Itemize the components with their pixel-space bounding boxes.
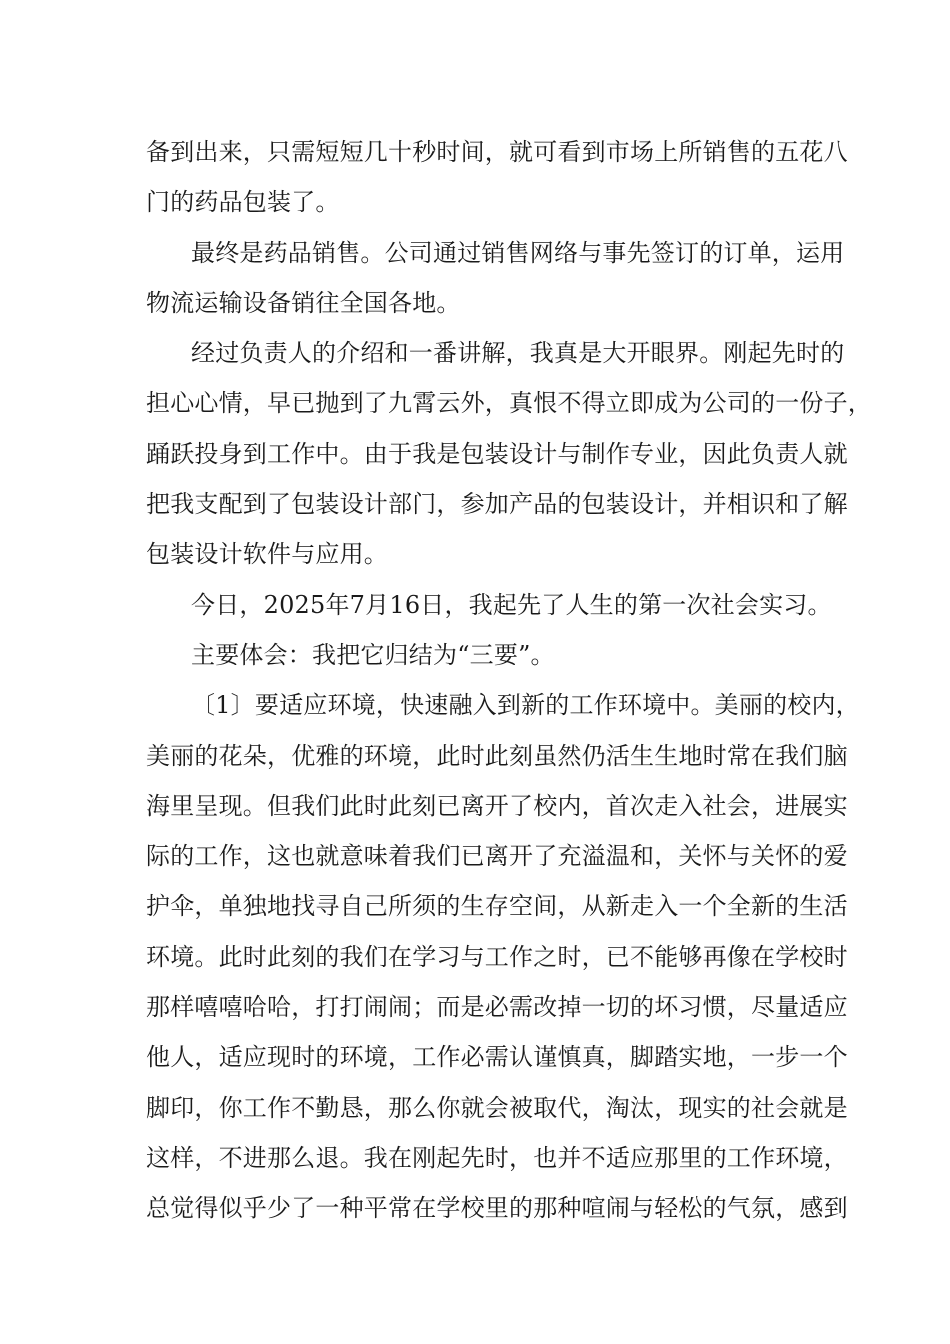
text-line: 际的工作，这也就意味着我们已离开了充溢温和，关怀与关怀的爱 [146, 842, 848, 871]
paragraph-start-line: 最终是药品销售。公司通过销售网络与事先签订的订单，运用 [191, 238, 845, 267]
text-line: 门的药品包装了。 [146, 188, 340, 217]
text-line: 海里呈现。但我们此时此刻已离开了校内，首次走入社会，进展实 [146, 791, 848, 820]
text-line: 担心心情，早已抛到了九霄云外，真恨不得立即成为公司的一份子， [146, 389, 872, 418]
text-line: 那样嘻嘻哈哈，打打闹闹；而是必需改掉一切的坏习惯，尽量适应 [146, 993, 848, 1022]
text-line: 这样，不进那么退。我在刚起先时，也并不适应那里的工作环境， [146, 1143, 848, 1172]
text-line: 把我支配到了包装设计部门，参加产品的包装设计，并相识和了解 [146, 490, 848, 519]
text-line: 护伞，单独地找寻自己所须的生存空间，从新走入一个全新的生活 [146, 892, 848, 921]
text-line: 他人，适应现时的环境，工作必需认谨慎真，脚踏实地，一步一个 [146, 1043, 848, 1072]
paragraph-start-line: 主要体会：我把它归结为“三要”。 [191, 640, 555, 669]
paragraph-start-line: 今日，2025年7月16日，我起先了人生的第一次社会实习。 [191, 590, 832, 619]
text-line: 环境。此时此刻的我们在学习与工作之时，已不能够再像在学校时 [146, 942, 848, 971]
body-text [146, 127, 872, 1234]
text-line: 物流运输设备销往全国各地。 [146, 288, 461, 317]
text-line: 踊跃投身到工作中。由于我是包装设计与制作专业，因此负责人就 [146, 439, 848, 468]
paragraph-start-line: 〔1〕要适应环境，快速融入到新的工作环境中。美丽的校内， [191, 691, 860, 720]
text-line: 包装设计软件与应用。 [146, 540, 388, 569]
text-line: 备到出来，只需短短几十秒时间，就可看到市场上所销售的五花八 [146, 138, 848, 166]
paragraph-start-line: 经过负责人的介绍和一番讲解，我真是大开眼界。刚起先时的 [191, 339, 845, 368]
text-line: 脚印，你工作不勤恳，那么你就会被取代，淘汰，现实的社会就是 [146, 1093, 848, 1122]
text-line: 美丽的花朵，优雅的环境，此时此刻虽然仍活生生地时常在我们脑 [146, 741, 848, 770]
text-line: 总觉得似乎少了一种平常在学校里的那种喧闹与轻松的气氛，感到 [146, 1194, 848, 1223]
